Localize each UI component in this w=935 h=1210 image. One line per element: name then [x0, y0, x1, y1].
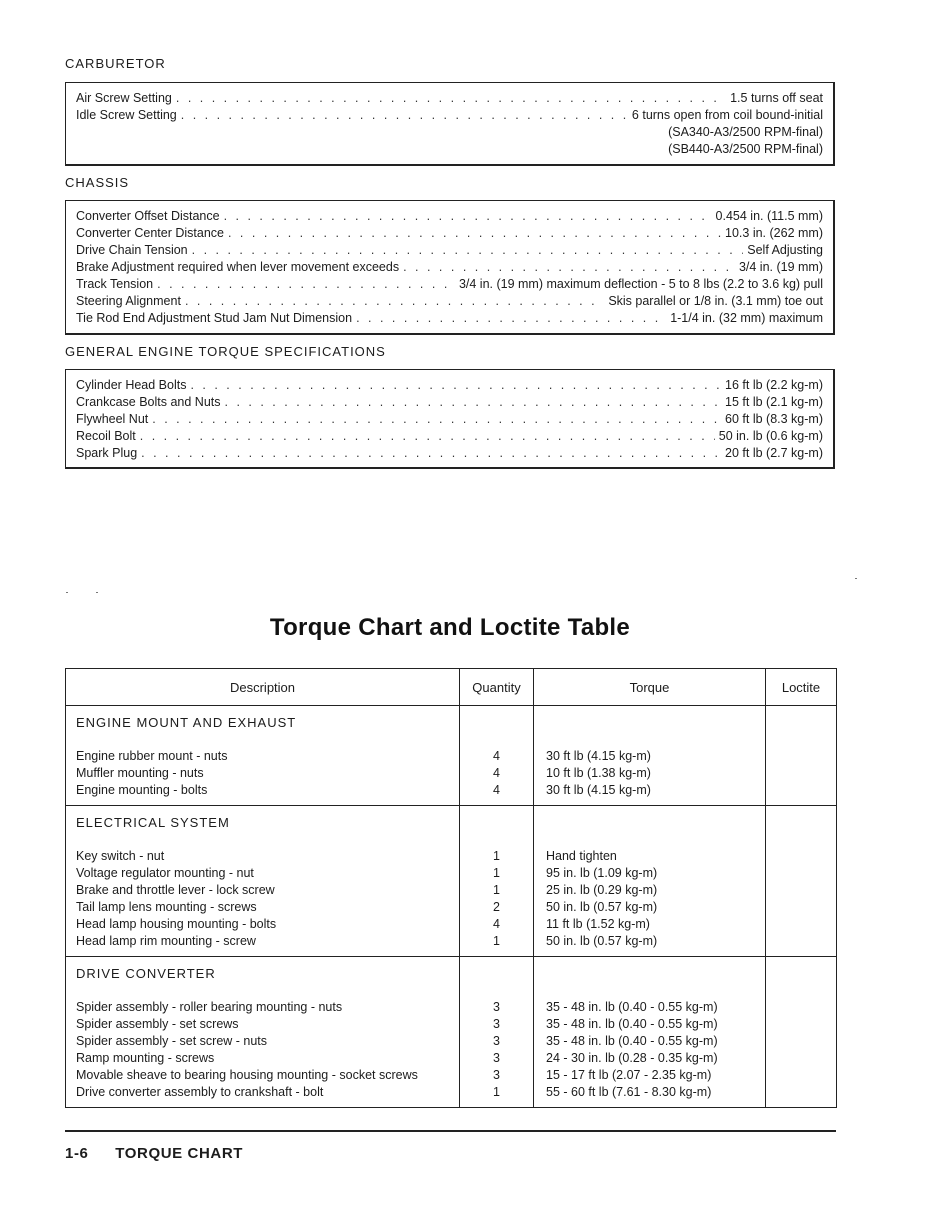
torque-table [65, 668, 837, 1108]
item-quantity: 3 [493, 1000, 500, 1014]
dot-leader [225, 394, 722, 411]
spec-label: Steering Alignment [76, 294, 181, 308]
spec-label: Drive Chain Tension [76, 243, 188, 257]
chassis-title: CHASSIS [65, 175, 130, 190]
item-quantity: 3 [493, 1068, 500, 1082]
dot-leader [181, 107, 628, 124]
torque-cell [534, 957, 766, 1108]
item-quantity: 4 [493, 783, 500, 797]
carburetor-title: CARBURETOR [65, 56, 166, 71]
item-quantity: 3 [493, 1017, 500, 1031]
spec-value: 15 ft lb (2.1 kg-m) [725, 395, 823, 409]
spec-row [76, 225, 823, 242]
quantity-cell [460, 706, 534, 806]
spec-value: 1.5 turns off seat [730, 91, 823, 105]
item-quantity: 3 [493, 1034, 500, 1048]
spec-label: Recoil Bolt [76, 429, 136, 443]
item-torque: 35 - 48 in. lb (0.40 - 0.55 kg-m) [546, 1017, 718, 1031]
item-torque: 11 ft lb (1.52 kg-m) [546, 917, 650, 931]
item-description: Spider assembly - set screw - nuts [76, 1034, 268, 1048]
item-quantity: 1 [493, 1085, 500, 1099]
spec-row [76, 310, 823, 327]
spec-label: Flywheel Nut [76, 412, 149, 426]
scan-speck [855, 578, 857, 579]
spec-label: Converter Offset Distance [76, 209, 220, 223]
item-description: Ramp mounting - screws [76, 1051, 215, 1065]
spec-value: 20 ft lb (2.7 kg-m) [725, 446, 823, 460]
table-header-row [66, 669, 837, 706]
spec-row [76, 208, 823, 225]
engine-torque-title: GENERAL ENGINE TORQUE SPECIFICATIONS [65, 344, 386, 359]
spec-extra-line: (SA340-A3/2500 RPM-final) [668, 125, 823, 139]
description-cell [66, 706, 460, 806]
item-quantity: 1 [493, 883, 500, 897]
spec-value: 0.454 in. (11.5 mm) [715, 209, 823, 223]
spec-label: Track Tension [76, 277, 154, 291]
table-group-drive-converter [66, 957, 837, 1108]
item-torque: 35 - 48 in. lb (0.40 - 0.55 kg-m) [546, 1000, 718, 1014]
group-title: DRIVE CONVERTER [76, 966, 216, 981]
item-description: Movable sheave to bearing housing mounting - socket screws [76, 1068, 418, 1082]
item-quantity: 4 [493, 766, 500, 780]
spec-value: 6 turns open from coil bound-initial [631, 108, 823, 122]
spec-row [76, 293, 823, 310]
item-torque: 50 in. lb (0.57 kg-m) [546, 934, 658, 948]
item-quantity: 4 [493, 749, 500, 763]
torque-cell [534, 806, 766, 957]
loctite-cell [766, 706, 837, 806]
spec-label: Cylinder Head Bolts [76, 378, 187, 392]
item-description: Drive converter assembly to crankshaft - bolt [76, 1085, 324, 1099]
torque-table-title: Torque Chart and Loctite Table [269, 614, 631, 641]
dot-leader [157, 276, 455, 293]
dot-leader [224, 208, 712, 225]
spec-row [76, 242, 823, 259]
item-description: Head lamp rim mounting - screw [76, 934, 256, 948]
spec-row [76, 276, 823, 293]
spec-value: 60 ft lb (8.3 kg-m) [725, 412, 823, 426]
spec-label: Tie Rod End Adjustment Stud Jam Nut Dimension [76, 311, 353, 325]
item-description: Spider assembly - roller bearing mounting - nuts [76, 1000, 343, 1014]
item-description: Spider assembly - set screws [76, 1017, 239, 1031]
dot-leader [228, 225, 721, 242]
item-quantity: 1 [493, 849, 500, 863]
spec-row [76, 377, 823, 394]
item-description: Brake and throttle lever - lock screw [76, 883, 275, 897]
item-torque: 25 in. lb (0.29 kg-m) [546, 883, 658, 897]
spec-label: Idle Screw Setting [76, 108, 177, 122]
spec-value: 1-1/4 in. (32 mm) maximum [670, 311, 823, 325]
quantity-cell [460, 957, 534, 1108]
spec-row [76, 259, 823, 276]
description-cell [66, 806, 460, 957]
dot-leader [403, 259, 735, 276]
spec-value: 10.3 in. (262 mm) [725, 226, 823, 240]
item-torque: 30 ft lb (4.15 kg-m) [546, 783, 651, 797]
loctite-column-header: Loctite [766, 669, 837, 706]
carburetor-spec-box [65, 82, 835, 166]
item-torque: Hand tighten [546, 849, 617, 863]
spec-row [76, 445, 823, 462]
group-title: ENGINE MOUNT AND EXHAUST [76, 715, 297, 730]
spec-label: Crankcase Bolts and Nuts [76, 395, 221, 409]
spec-extra-line: (SB440-A3/2500 RPM-final) [668, 142, 823, 156]
dot-leader [356, 310, 666, 327]
item-quantity: 1 [493, 934, 500, 948]
item-quantity: 3 [493, 1051, 500, 1065]
table-group-electrical [66, 806, 837, 957]
dot-leader [152, 411, 721, 428]
torque-column-header: Torque [534, 669, 766, 706]
scan-speck [66, 592, 68, 593]
item-torque: 15 - 17 ft lb (2.07 - 2.35 kg-m) [546, 1068, 712, 1082]
spec-label: Converter Center Distance [76, 226, 224, 240]
group-title: ELECTRICAL SYSTEM [76, 815, 230, 830]
quantity-cell [460, 806, 534, 957]
description-cell [66, 957, 460, 1108]
loctite-cell [766, 957, 837, 1108]
description-column-header: Description [66, 669, 460, 706]
scan-speck [96, 592, 98, 593]
dot-leader [140, 428, 715, 445]
dot-leader [141, 445, 721, 462]
spec-row [76, 428, 823, 445]
spec-row [76, 411, 823, 428]
spec-label: Air Screw Setting [76, 91, 172, 105]
spec-label: Brake Adjustment required when lever movement exceeds [76, 260, 400, 274]
engine-torque-spec-box [65, 369, 835, 469]
spec-value: 50 in. lb (0.6 kg-m) [718, 429, 823, 443]
torque-cell [534, 706, 766, 806]
item-quantity: 4 [493, 917, 500, 931]
section-name: TORQUE CHART [115, 1145, 244, 1162]
item-description: Key switch - nut [76, 849, 165, 863]
page-number: 1-6 [65, 1145, 89, 1162]
item-torque: 55 - 60 ft lb (7.61 - 8.30 kg-m) [546, 1085, 712, 1099]
item-torque: 50 in. lb (0.57 kg-m) [546, 900, 658, 914]
item-torque: 10 ft lb (1.38 kg-m) [546, 766, 651, 780]
footer-rule [65, 1130, 836, 1132]
item-quantity: 1 [493, 866, 500, 880]
spec-value: 3/4 in. (19 mm) maximum deflection - 5 to 8 lbs (2.2 to 3.6 kg) pull [458, 277, 823, 291]
spec-value: 16 ft lb (2.2 kg-m) [725, 378, 823, 392]
item-torque: 24 - 30 in. lb (0.28 - 0.35 kg-m) [546, 1051, 718, 1065]
item-quantity: 2 [493, 900, 500, 914]
spec-value: 3/4 in. (19 mm) [738, 260, 823, 274]
item-torque: 35 - 48 in. lb (0.40 - 0.55 kg-m) [546, 1034, 718, 1048]
chassis-spec-box [65, 200, 835, 335]
spec-row [76, 107, 823, 124]
spec-row [76, 90, 823, 107]
dot-leader [176, 90, 726, 107]
item-torque: 30 ft lb (4.15 kg-m) [546, 749, 651, 763]
quantity-column-header: Quantity [460, 669, 534, 706]
spec-row [76, 394, 823, 411]
spec-label: Spark Plug [76, 446, 138, 460]
dot-leader [190, 377, 721, 394]
loctite-cell [766, 806, 837, 957]
item-torque: 95 in. lb (1.09 kg-m) [546, 866, 658, 880]
dot-leader [185, 293, 604, 310]
item-description: Tail lamp lens mounting - screws [76, 900, 257, 914]
spec-value: Self Adjusting [747, 243, 823, 257]
item-description: Voltage regulator mounting - nut [76, 866, 254, 880]
dot-leader [192, 242, 744, 259]
table-group-engine-mount [66, 706, 837, 806]
item-description: Engine mounting - bolts [76, 783, 208, 797]
item-description: Head lamp housing mounting - bolts [76, 917, 277, 931]
item-description: Muffler mounting - nuts [76, 766, 204, 780]
spec-value: Skis parallel or 1/8 in. (3.1 mm) toe out [608, 294, 823, 308]
page-footer [65, 1145, 243, 1162]
item-description: Engine rubber mount - nuts [76, 749, 228, 763]
